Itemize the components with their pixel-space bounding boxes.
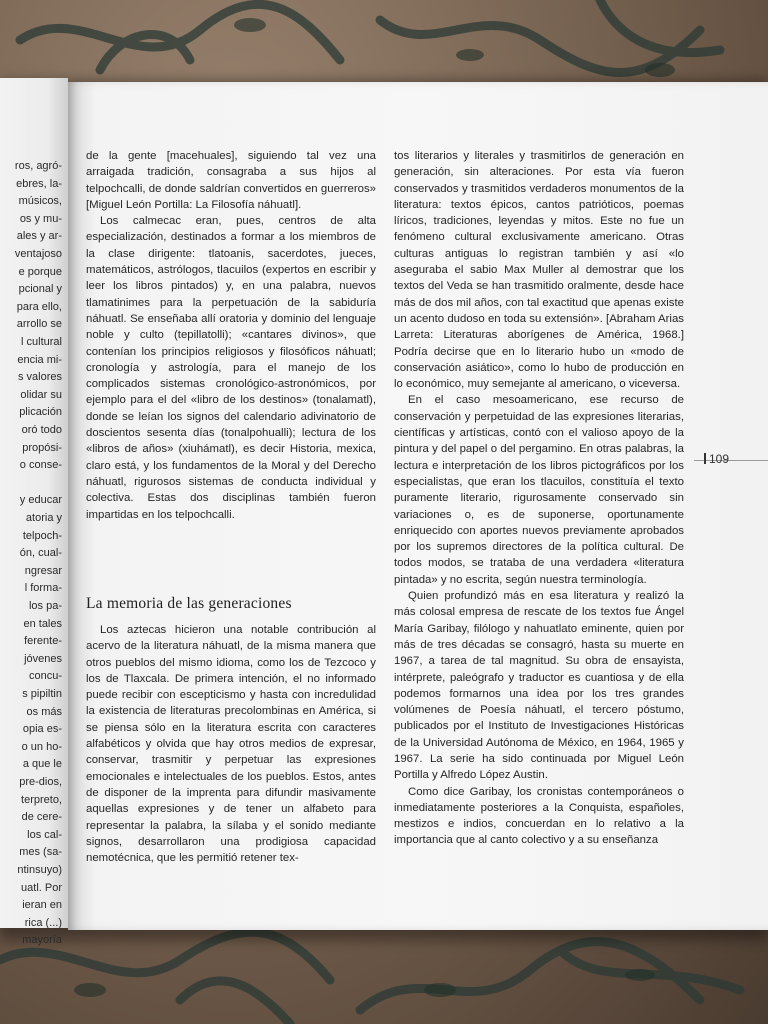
left-page-fragment: ieran en <box>22 899 62 912</box>
left-page-fragment: ventajoso <box>14 248 62 260</box>
left-page-fragment: pcional y <box>18 283 62 296</box>
left-page-fragment: ferente- <box>24 635 62 648</box>
section-title: La memoria de las generaciones <box>86 595 292 612</box>
left-page-fragment: los cal- <box>27 828 62 841</box>
left-page-fragment: oró todo <box>21 424 62 436</box>
left-page-edge <box>0 78 68 947</box>
page-number-value: 109 <box>709 452 730 466</box>
paragraph: de la gente [macehuales], siguiendo tal vez una arraigada tradición, consagraba a sus hijos al telpochcalli, de donde saldrían convertidos en guerreros» [Miguel León Portilla: La Filosofía náhuatl]. <box>86 150 376 211</box>
left-page-fragment: e porque <box>18 265 62 278</box>
left-page-fragment: músicos, <box>18 195 62 208</box>
left-page-fragment: atoria y <box>25 512 62 524</box>
left-page-fragment: para ello, <box>16 300 62 313</box>
left-page-fragment: l forma- <box>24 582 62 595</box>
paragraph: Los calmecac eran, pues, centros de alta especialización, destinados a formar a los miembros de la clase dirigente: tlatoanis, sacerdotes, jueces, matemáticos, astrólogos, tlacuilos (expertos en escribir y leer los libros pintados) y, en una palabra, nuevos tlamatinimes para la perpetuación de la sabiduría náhuatl. Se enseñaba allí oratoria y dominio del lenguaje noble y culto (tepillatolli); «cantares divinos», que contenían los principios religiosos y filosóficos náhuatl; cronología y astrología, para el manejo de los complicados sistemas cronológico-astronómicos, por ejemplo para el del «libro de los destinos» (tonalamatl), donde se leían los signos del calendario adivinatorio de doscientos sesenta días (tonalpohualli); lectura de los «libros de años» (xiuhámatl), es decir Historia, mexica, claro está, y los fundamentos de la Moral y del Derecho náhuatl, rigurosos sistemas de conducta individual y colectiva. Estas dos disciplinas también fueron impartidas en los telpochcalli. <box>86 215 376 521</box>
left-page-fragment: uatl. Por <box>21 881 62 894</box>
left-page-fragment: y educar <box>19 494 62 507</box>
column-right <box>394 148 684 849</box>
left-page-fragment: propósi- <box>22 441 62 454</box>
left-page-fragment: rica (...) <box>24 916 62 929</box>
left-page-fragment: ros, agró- <box>14 160 62 172</box>
left-page-fragment: ón, cual- <box>19 547 62 560</box>
left-page-fragment: o conse- <box>19 459 62 472</box>
page-number-bar <box>704 453 706 464</box>
paragraph: tos literarios y literales y trasmitirlos de generación en generación, sin alteraciones. Por esta vía fueron conservados y trasmitidos verdaderos monumentos de la literatura: textos épicos, cantos patrióticos, poemas líricos, tradiciones, leyendas y mitos. Este no fue un fenómeno cultural exclusivamente americano. Otras culturas antiguas lo registran también y así «lo aseguraba el sabio Max Muller al demostrar que los textos del Veda se han trasmitido oralmente, desde hace más de dos mil años, con tal exactitud que apenas existe un acento dudoso en toda su extensión». [Abraham Arias Larreta: Literaturas aborígenes de América, 1968.] Podría decirse que en lo literario hubo un «modo de conservación asiático», como lo hubo de producción en lo económico, muy semejante al americano, o viceversa. <box>394 150 684 391</box>
paragraph: En el caso mesoamericano, ese recurso de conservación y perpetuidad de las expresiones literarias, científicas y artísticas, contó con el valioso apoyo de la pintura y del papel o del pergamino. En otras palabras, la lectura e interpretación de los libros pictográficos por los especialistas, que eran los tlacuilos, constituía el texto puramente literario, rigurosamente conservado sin variaciones o, es de suponerse, oportunamente enriquecido con aportes nuevos previamente aprobados por los supremos directores de la política cultural. De todos modos, se trataba de una verdadera «literatura pintada» y no escrita, según nuestra terminología. <box>394 394 684 586</box>
left-page-fragment: arrollo se <box>16 318 62 331</box>
left-page-fragment: ebres, la- <box>16 177 62 190</box>
left-page-fragment: ngresar <box>24 564 62 577</box>
paragraph: Los aztecas hicieron una notable contribución al acervo de la literatura náhuatl, de la misma manera que otros pueblos del mismo idioma, como los de Tezcoco y los de Tlaxcala. De primera intención, el no informado puede recibir con escepticismo y hasta con incredulidad la existencia de literaturas precolombinas en América, si se piensa sólo en la literatura escrita con caracteres alfabéticos y olvida que hay otros medios de expresar, conservar, trasmitir y perpetuar las expresiones emocionales e intelectuales de los pueblos. Estos, antes de disponer de la imprenta para difundir masivamente aquellas expresiones y de tener un alfabeto para representar la palabra, la sílaba y el sonido mediante signos, desarrollaron una prodigiosa capacidad nemotécnica, que les permitió retener tex- <box>86 624 376 865</box>
left-page-fragment: jóvenes <box>24 652 62 665</box>
left-page-fragment: de cere- <box>21 811 62 824</box>
left-page-fragment: terpreto, <box>21 793 62 806</box>
column-left-top <box>86 148 376 523</box>
left-page-fragment: ales y ar- <box>16 230 62 243</box>
paragraph: Quien profundizó más en esa literatura y realizó la más colosal empresa de rescate de los textos fue Ángel María Garibay, filólogo y nahuatlato eminente, quien por más de tres décadas se consagró, hasta su muerte en 1967, a tarea de tal magnitud. Su obra de ensayista, intérprete, paleógrafo y traductor es cuantiosa y de ella podemos formarnos una idea por los tres grandes volúmenes de Poesía náhuatl, el tercero póstumo, publicados por el Instituto de Investigaciones Históricas de la Universidad Autónoma de México, en 1964, 1965 y 1967. La serie ha sido continuada por Miguel León Portilla y Alfredo López Austin. <box>394 590 684 782</box>
left-page-fragment: plicación <box>19 406 62 419</box>
right-page <box>68 82 768 930</box>
left-page-fragment: mes (sa- <box>19 846 62 859</box>
left-page-fragment: mayoría <box>22 934 62 947</box>
left-page-fragment: ntinsuyo) <box>17 864 62 876</box>
left-page-fragment: en tales <box>23 617 62 630</box>
left-page-fragment: pre-dios, <box>19 776 62 788</box>
left-page-fragment: a que le <box>22 758 62 771</box>
left-page-fragment: los pa- <box>28 600 62 612</box>
left-page-fragment: os más <box>26 705 62 718</box>
column-left-bottom <box>86 622 376 866</box>
left-page-fragment: telpoch- <box>22 529 62 542</box>
page-number <box>704 452 729 466</box>
left-page-fragment: o un ho- <box>21 740 62 753</box>
left-page-fragment: olidar su <box>20 388 62 401</box>
left-page-fragment: s pipiltin <box>22 688 62 700</box>
paragraph: Como dice Garibay, los cronistas contemporáneos o inmediatamente posteriores a la Conquista, españoles, mestizos e indios, concuerdan en lo relativo a la importancia que al canto colectivo y a su enseñanza <box>394 785 684 847</box>
left-page-fragment: concu- <box>28 670 62 683</box>
left-page-fragment: os y mu- <box>19 212 62 225</box>
left-page-fragment: encia mi- <box>17 353 62 366</box>
left-page-fragment: s valores <box>17 371 62 384</box>
left-page-fragment: opia es- <box>22 723 62 736</box>
left-page-fragment: l cultural <box>21 336 62 348</box>
